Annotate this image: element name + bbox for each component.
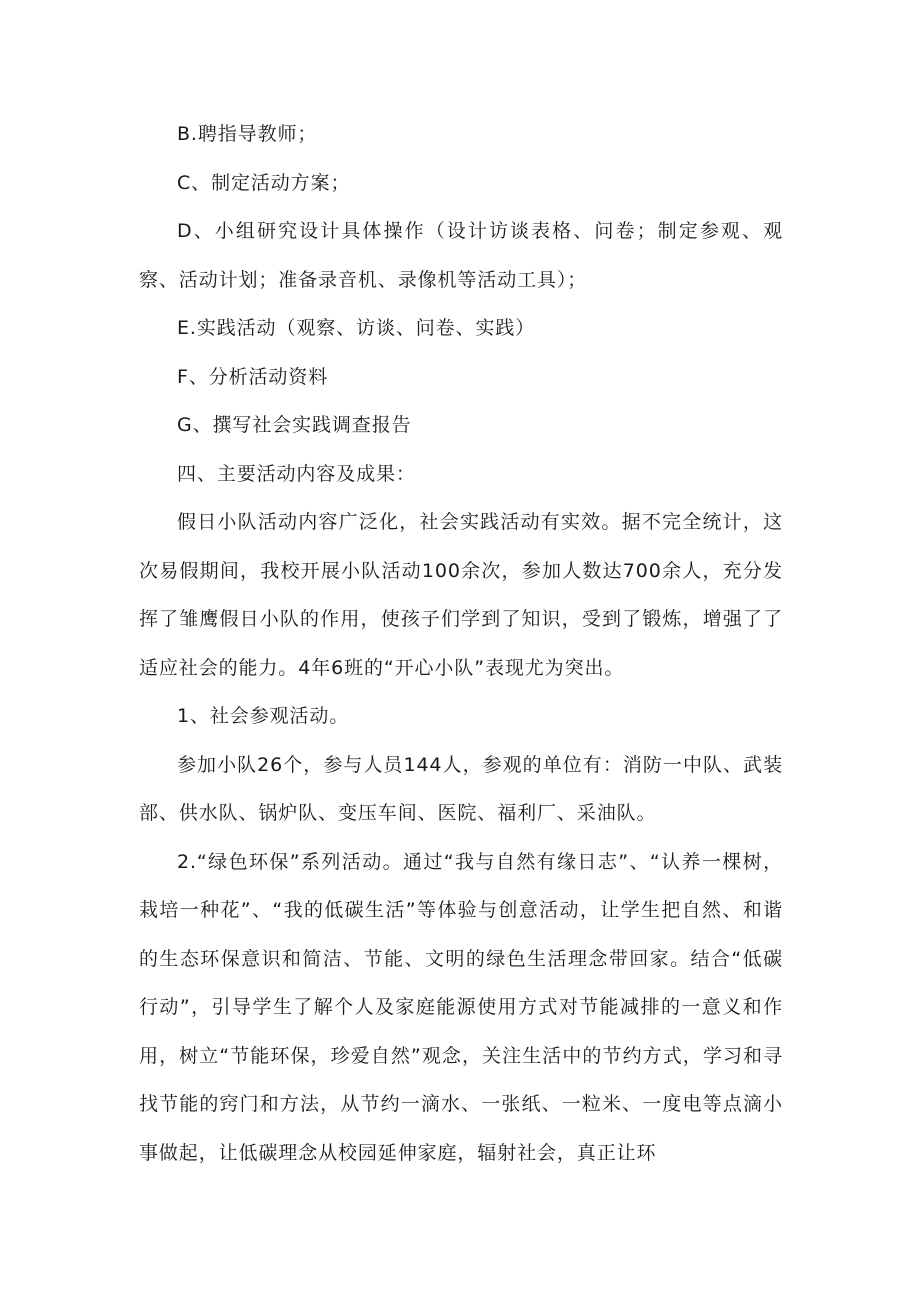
document-body [139,110,783,1177]
paragraph-step-d: D、小组研究设计具体操作（设计访谈表格、问卷；制定参观、观察、活动计划；准备录音机、录像机等活动工具）； [139,220,783,291]
paragraph-summary: 假日小队活动内容广泛化，社会实践活动有实效。据不完全统计，这次易假期间，我校开展小队活动100余次，参加人数达700余人，充分发挥了雏鹰假日小队的作用，使孩子们学到了知识，受到了锻炼，增强了了适应社会的能力。4年6班的“开心小队”表现尤为突出。 [139,511,783,679]
paragraph-green-activities: 2.“绿色环保”系列活动。通过“我与自然有缘日志”、“认养一棵树，栽培一种花”、“我的低碳生活”等体验与创意活动，让学生把自然、和谐的生态环保意识和简洁、节能、文明的绿色生活理念带回家。结合“低碳行动”，引导学生了解个人及家庭能源使用方式对节能减排的一意义和作用，树立“节能环保，珍爱自然”观念，关注生活中的节约方式，学习和寻找节能的窍门和方法，从节约一滴水、一张纸、一粒米、一度电等点滴小事做起，让低碳理念从校园延伸家庭，辐射社会，真正让环 [139,850,783,1164]
paragraph-step-g: G、撰写社会实践调查报告 [177,414,412,436]
paragraph-step-f: F、分析活动资料 [177,365,329,388]
paragraph-step-e: E.实践活动（观察、访谈、问卷、实践） [177,317,536,339]
subheading-social-visit: 1、社会参观活动。 [177,705,350,727]
paragraph-step-b: B.聘指导教师； [177,123,318,145]
paragraph-step-c: C、制定活动方案； [177,171,351,194]
section-heading-results: 四、主要活动内容及成果： [177,462,416,485]
paragraph-social-visit: 参加小队26个，参与人员144人，参观的单位有：消防一中队、武装部、供水队、锅炉队、变压车间、医院、福利厂、采油队。 [139,753,783,824]
